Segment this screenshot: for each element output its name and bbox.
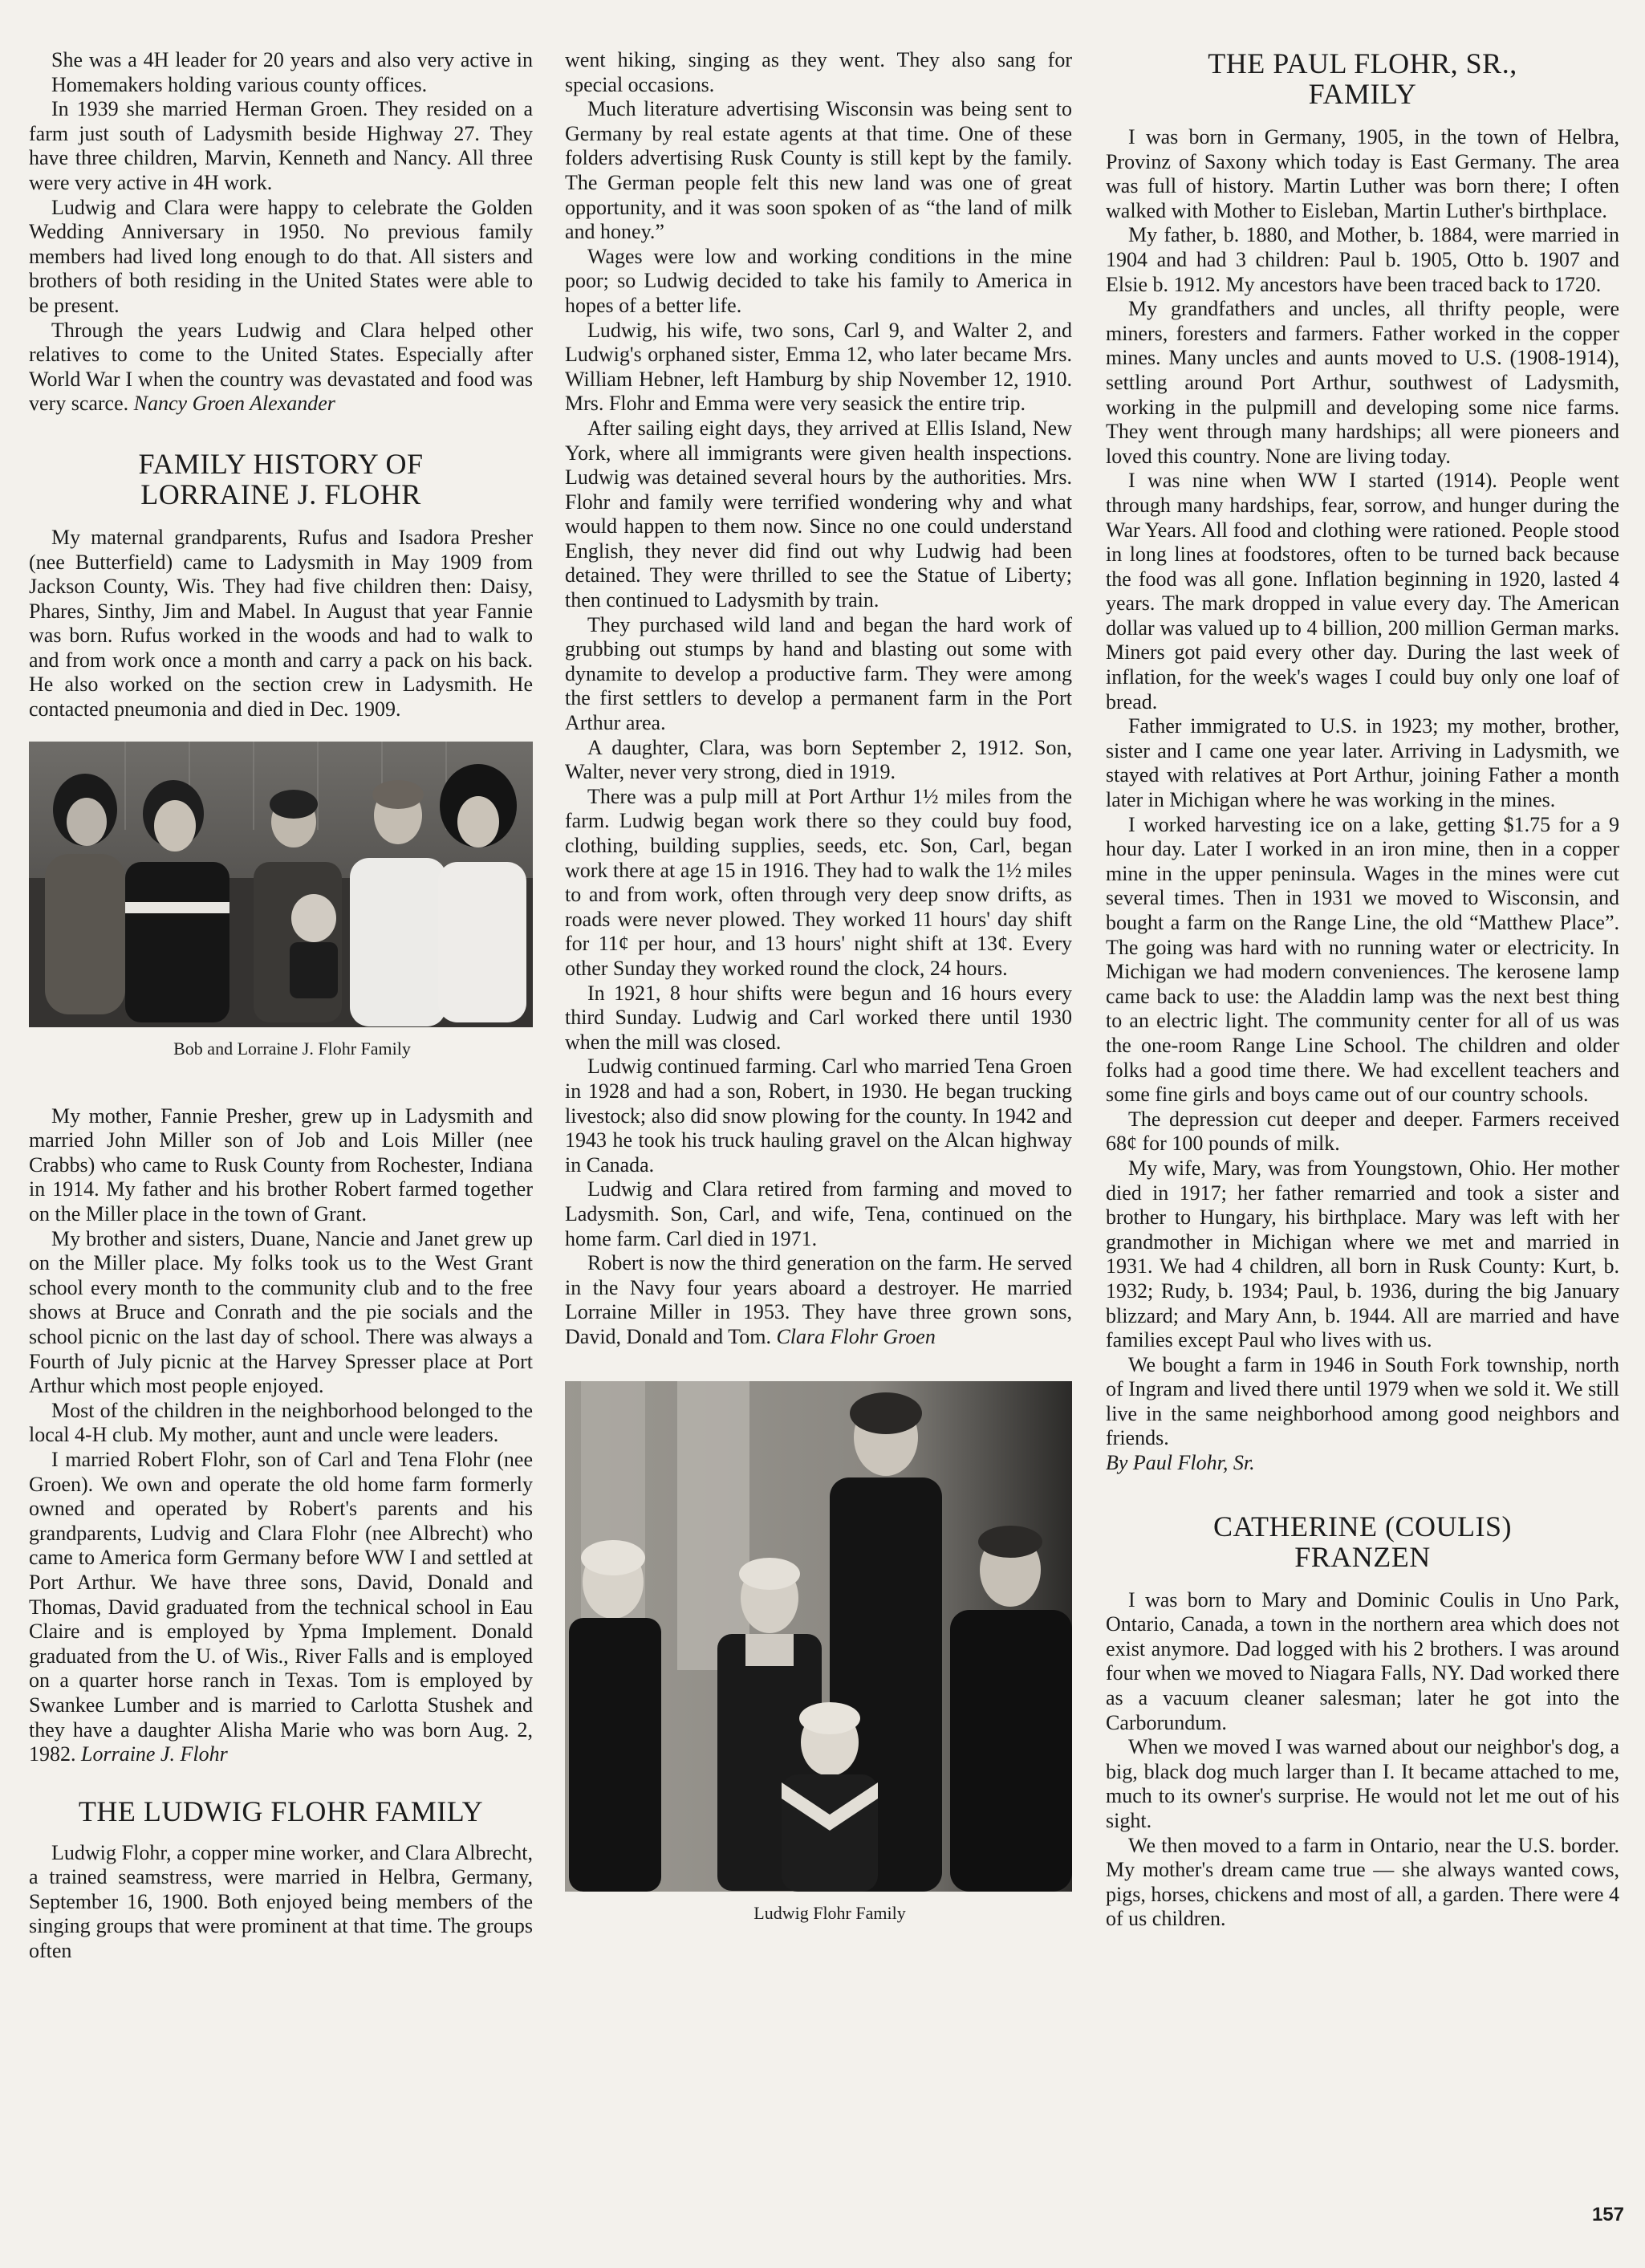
author-signature: Clara Flohr Groen — [776, 1324, 936, 1348]
paragraph: Most of the children in the neighborhood belonged to the local 4-H club. My mother, aunt and uncle were leaders. — [29, 1398, 533, 1447]
paragraph — [29, 319, 533, 417]
paragraph: I worked harvesting ice on a lake, getting $1.75 for a 9 hour day. Later I worked in an iron mine, then in a copper mine in the upper peninsula. Wages in the mines were cut several times. Then in 1931 we moved to Wisconsin, and bought a farm on the Range Line, the old “Matthew Place”. The going was hard with no running water or electricity. In Michigan we had modern conveniences. The kerosene lamp came back to use: the Aladdin lamp was the next best thing to an electric light. The community center for all of us was the one-room Range Line School. The children and older folks had a good time there. We had excellent teachers and some fine girls and boys came out of our country schools. — [1106, 812, 1619, 1107]
paragraph: My mother, Fannie Presher, grew up in Ladysmith and married John Miller son of Job and Lois Miller (nee Crabbs) who came to Rusk County from Rochester, Indiana in 1914. My father and his brother Robert farmed together on the Miller place in the town of Grant. — [29, 1104, 533, 1226]
paragraph: My maternal grandparents, Rufus and Isadora Presher (nee Butterfield) came to Ladysmith in May 1909 from Jackson County, Wis. They had five children then: Daisy, Phares, Sinthy, Jim and Mabel. In August that year Fannie was born. Rufus worked in the woods and had to walk to and from work once a month and carry a pack on his back. He also worked on the section crew in Ladysmith. He contacted pneumonia and died in Dec. 1909. — [29, 525, 533, 721]
paragraph: Wages were low and working conditions in the mine poor; so Ludwig decided to take his family to America in hopes of a better life. — [565, 244, 1072, 317]
paragraph: We then moved to a farm in Ontario, near the U.S. border. My mother's dream came true — she always wanted cows, pigs, horses, chickens and most of all, a garden. There were 4 of us children. — [1106, 1833, 1619, 1931]
page-number: 157 — [1591, 2204, 1624, 2225]
paragraph: My grandfathers and uncles, all thrifty people, were miners, foresters and farmers. Father worked in the copper mines. Many uncles and aunts moved to U.S. (1908-1914), settling around Port Arthur, southwest of Ladysmith, working in the pulpmill and developing some nice farms. They went through many hardships; all were pioneers and loved this country. None are living today. — [1106, 297, 1619, 468]
photo-caption: Bob and Lorraine J. Flohr Family — [173, 1038, 411, 1059]
paragraph — [565, 1251, 1072, 1349]
paragraph: I was born in Germany, 1905, in the town of Helbra, Provinz of Saxony which today is East Germany. The area was full of history. Martin Luther was born there; I often walked with Mother to Eisleban, Martin Luther's birthplace. — [1106, 125, 1619, 222]
paragraph: They purchased wild land and began the hard work of grubbing out stumps by hand and blasting out some with dynamite to develop a productive farm. They were among the first settlers to develop a permanent farm in the Port Arthur area. — [565, 612, 1072, 735]
heading-line: CATHERINE (COULIS) — [1213, 1510, 1512, 1542]
author-signature: By Paul Flohr, Sr. — [1106, 1451, 1255, 1475]
section-heading-catherine — [1106, 1511, 1619, 1572]
paragraph: Ludwig and Clara were happy to celebrate the Golden Wedding Anniversary in 1950. No previous family members had lived long enough to do that. All sisters and brothers of both residing in the United States were able to be present. — [29, 195, 533, 317]
paragraph: Much literature advertising Wisconsin was being sent to Germany by real estate agents at that time. One of these folders advertising Rusk County is still kept by the family. The German people felt this new land was one of great opportunity, and it was soon spoken of as “the land of milk and honey.” — [565, 97, 1072, 244]
section-heading-lorraine — [29, 449, 533, 510]
photo-flohr-family — [29, 742, 533, 1027]
paragraph: Ludwig, his wife, two sons, Carl 9, and Walter 2, and Ludwig's orphaned sister, Emma 12, who later became Mrs. William Hebner, left Hamburg by ship November 12, 1910. Mrs. Flohr and Emma were very seasick the entire trip. — [565, 318, 1072, 416]
author-signature: Lorraine J. Flohr — [81, 1742, 228, 1766]
paragraph-text: Robert is now the third generation on the farm. He served in the Navy four years aboard a destroyer. He married Lorraine Miller in 1953. They have three grown sons, David, Donald and Tom. — [565, 1251, 1072, 1348]
section-heading-paul — [1106, 48, 1619, 109]
paragraph: I was nine when WW I started (1914). People went through many hardships, fear, sorrow, and hunger during the War Years. All food and clothing were rationed. People stood in long lines at foodstores, often to be turned back because the food was all gone. Inflation beginning in 1920, lasted 4 years. The mark dropped in value every day. The American dollar was valued up to 4 billion, 200 million German marks. Miners got paid every other day. During the last week of inflation, for the week's wages I could buy only one loaf of bread. — [1106, 469, 1619, 713]
paragraph: Ludwig and Clara retired from farming and moved to Ladysmith. Son, Carl, and wife, Tena, continued on the home farm. Carl died in 1971. — [565, 1177, 1072, 1250]
paragraph: I was born to Mary and Dominic Coulis in Uno Park, Ontario, Canada, a town in the northern area which does not exist anymore. Dad logged with his 2 brothers. I was around four when we moved to Niagara Falls, NY. Dad worked there as a vacuum cleaner salesman; later he got into the Carborundum. — [1106, 1587, 1619, 1734]
heading-line: THE PAUL FLOHR, SR., — [1208, 47, 1517, 79]
paragraph-text: I married Robert Flohr, son of Carl and Tena Flohr (nee Groen). We own and operate the old home farm formerly owned and operated by Robert's parents and his grandparents, Ludvig and Clara Flohr (nee Albrecht) who came to America form Germany before WW I and settled at Port Arthur. We have three sons, David, Donald and Thomas, David graduated from the technical school in Eau Claire and is employed by Ypma Implement. Donald graduated from the U. of Wis., River Falls and is employed on a quarter horse ranch in Texas. Tom is employed by Swankee Lumber and is married to Carlotta Stushek and they have a daughter Alisha Marie who was born Aug. 2, 1982. — [29, 1447, 533, 1766]
photo-image — [29, 742, 533, 1027]
section-heading-ludwig: THE LUDWIG FLOHR FAMILY — [78, 1794, 484, 1827]
column-right — [1106, 48, 1619, 1932]
paragraph-text: Through the years Ludwig and Clara helped other relatives to come to the United States. Especially after World War I when the country was devastated and food was very scarce. — [29, 318, 533, 416]
paragraph: My wife, Mary, was from Youngstown, Ohio. Her mother died in 1917; her father remarried and took a sister and brother to Hungary, his birthplace. Mary was left with her grandmother in Michigan where we met and married in 1931. We had 4 children, all born in Rusk County: Kurt, b. 1932; Rudy, b. 1934; Paul, b. 1936, during the big January blizzard; and Mary Ann, b. 1944. All are married and have families except Paul who lives with us. — [1106, 1156, 1619, 1352]
paragraph: My brother and sisters, Duane, Nancie and Janet grew up on the Miller place. My folks took us to the West Grant school every month to the community club and to the free shows at Bruce and Conrath and the pie socials and the school picnic on the last day of school. There was always a Fourth of July picnic at the Harvey Spresser place at Port Arthur which most people enjoyed. — [29, 1226, 533, 1398]
paragraph: Father immigrated to U.S. in 1923; my mother, brother, sister and I came one year later. Arriving in Ladysmith, we stayed with relatives at Port Arthur, joining Father a month later in Michigan where he was working in the mines. — [1106, 714, 1619, 812]
paragraph — [29, 1448, 533, 1767]
paragraph: After sailing eight days, they arrived at Ellis Island, New York, where all immigrants were given health inspections. Ludwig was detained several hours by the authorities. Mrs. Flohr and family were terrified wondering why and what would happen to them now. Since no one could understand English, they never did find out why Ludwig had been detained. They were thrilled to see the Statue of Liberty; then continued to Ladysmith by train. — [565, 416, 1072, 612]
paragraph: She was a 4H leader for 20 years and also very active in Homemakers holding various county offices. — [51, 48, 533, 96]
photo-image — [565, 1381, 1072, 1892]
heading-line: FAMILY — [1308, 78, 1417, 110]
paragraph: There was a pulp mill at Port Arthur 1½ miles from the farm. Ludwig began work there so they could buy food, clothing, building supplies, seeds, etc. Son, Carl, began work there at age 15 in 1916. They had to walk the 1½ miles to and from work, often through very deep snow drifts, as roads were never plowed. They worked 11 hours' day shift for 11¢ per hour, and 13 hours' night shift at 13¢. Every other Sunday they worked round the clock, 24 hours. — [565, 784, 1072, 980]
heading-line: FRANZEN — [1294, 1540, 1431, 1573]
paragraph: When we moved I was warned about our neighbor's dog, a big, black dog much larger than I. It became attached to me, much to its owner's surprise. He would not let me out of his sight. — [1106, 1735, 1619, 1832]
column-middle — [565, 48, 1072, 1924]
paragraph: In 1921, 8 hour shifts were begun and 16 hours every third Sunday. Ludwig and Carl worked there until 1930 when the mill was closed. — [565, 981, 1072, 1054]
paragraph: Ludwig Flohr, a copper mine worker, and Clara Albrecht, a trained seamstress, were married in Helbra, Germany, September 16, 1900. Both enjoyed being members of the singing groups that were prominent at that time. The groups often — [29, 1840, 533, 1963]
photo-ludwig-flohr-family — [565, 1381, 1072, 1892]
heading-line: FAMILY HISTORY OF — [138, 447, 424, 480]
paragraph: went hiking, singing as they went. They also sang for special occasions. — [565, 48, 1072, 96]
author-signature: Nancy Groen Alexander — [133, 392, 335, 416]
paragraph: The depression cut deeper and deeper. Farmers received 68¢ for 100 pounds of milk. — [1106, 1107, 1619, 1156]
photo-caption: Ludwig Flohr Family — [753, 1903, 906, 1924]
paragraph: A daughter, Clara, was born September 2, 1912. Son, Walter, never very strong, died in 1919. — [565, 735, 1072, 784]
paragraph: Ludwig continued farming. Carl who married Tena Groen in 1928 and had a son, Robert, in 1930. He began trucking livestock; also did snow plowing for the county. In 1942 and 1943 he took his truck hauling gravel on the Alcan highway in Canada. — [565, 1055, 1072, 1177]
paragraph: In 1939 she married Herman Groen. They resided on a farm just south of Ladysmith beside Highway 27. They have three children, Marvin, Kenneth and Nancy. All three were very active in 4H work. — [29, 97, 533, 194]
paragraph: My father, b. 1880, and Mother, b. 1884, were married in 1904 and had 3 children: Paul b. 1905, Otto b. 1907 and Elsie b. 1912. My ancestors have been traced back to 1720. — [1106, 223, 1619, 296]
paragraph: We bought a farm in 1946 in South Fork township, north of Ingram and lived there until 1979 when we sold it. We still live in the same neighborhood among good neighbors and friends. — [1106, 1352, 1619, 1450]
heading-line: LORRAINE J. FLOHR — [140, 478, 421, 510]
column-left — [29, 48, 533, 1964]
